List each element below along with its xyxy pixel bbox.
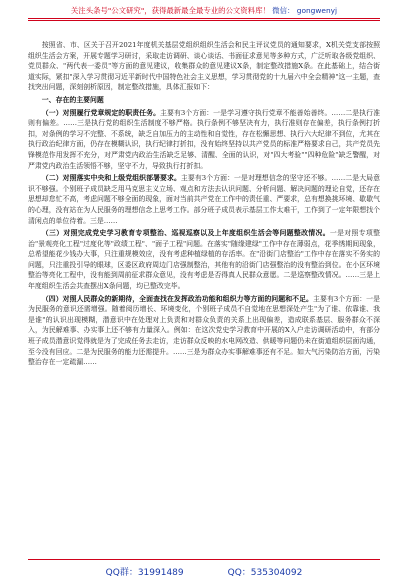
paragraph-3 (28, 228, 380, 292)
banner-wechat-id: gongwenyj (296, 6, 338, 15)
paragraph-1 (28, 108, 380, 172)
banner-slogan: 关注头条号"公文研究"，获得最新最全最专业的公文资料库！ (70, 6, 270, 15)
paragraph-3-heading: （三）对照完成党史学习教育专项整治、巡视巡察以及上年度组织生活会等问题整改情况。 (41, 229, 330, 238)
section-heading: 一、存在的主要问题 (41, 95, 104, 104)
footer-contacts (0, 565, 408, 578)
header-rule-thin (28, 20, 380, 21)
paragraph-2-heading: （二）对照落实中央和上级党组织部署要求。 (41, 174, 181, 183)
paragraph-1-text: 主要有3个方面：一是学习遵守执行党章不能善始善终。……二是执行准则有偏差。……三是执行党的组织生活制度不够严格。执行条例不够坚决有力，执行准则存在偏差，执行条例打折扣，对条例的学习不完整、不系统，缺乏自加压力的主动性和自觉性，存在松懈思想、执行六大纪律不到位，尤其在执行政治纪律方面，仍存在模糊认识，执行纪律打折扣，没有始终坚持以共产党员的标准严格要求自己，共产党员先锋模范作用发挥不充分，对严肃党内政治生活缺乏足够、清醒、全面的认识，对"四大考验""四种危险"缺乏警醒，对严肃党内政治生活领悟不够，坚守不力，导致执行打折扣。 (28, 108, 380, 170)
paragraph-2 (28, 173, 380, 226)
footer-qq-group: QQ群：31991489 (105, 568, 184, 578)
paragraph-3-text: 一是对照专项整治"景观亮化工程"过度化等"政绩工程"、"面子工程"问题。在落实"随缘建绿"工作中存在薄弱点，花季绣期间现象，总希望能花少钱办大事，只注重规模效应，没有考虑种植绿植的存活率。在"沿街门店整治"工作中存在落实不务实的问题，只注重投引导的眼球，区委区政府周边门店强制整治，其他有的沿街门店强整治的没有整治到位。在小区环境整治等亮化工程中，没有能到周前征求群众意见，没有考虑是否得真人民群众意愿。二是巡察整改情况。……三是上年度组织生活会共查摆出X条问题，均已整改完毕。 (28, 229, 381, 291)
paragraph-4-text: 主要有3个方面：一是为民服务的意识还需增强。随着阅历增长、环境变化，个别班子成员不自觉地在思想深处产生"为了谁、依靠谁、我是谁"的认识出现模糊，潜意识中在处理对上负责和对群众负责的关系上出现偏差，造成联系基层、服务群众不深入，为民解难事、办实事上还不够有力量深入。例如：在这次党史学习教育中开展的X入户走访调研活动中，有部分班子成员潜意识觉得就是为了完成任务去走访，走访群众反映的水电网改造、供暖等问题仍未在街道组织层面沟通，至今没有回应。二是为民服务的能力还需提升。……三是为群众办实事解难事还有不足。如大气污染防治方面，污染整治存在一定疏漏…… (28, 294, 381, 367)
header-rule (28, 18, 380, 19)
paragraph-1-heading: （一）对照履行党章规定的职责任务。 (41, 108, 161, 117)
banner-wechat-label: 微信： (272, 6, 295, 15)
paragraph-2-text: 主要有3个方面：一是对理想信念的坚守还不够。……二是大局意识不够强。个别班子成员缺乏用马克思主义立场、观点和方法去认识问题、分析问题、解决问题的理论自觉，还存在思想却怠忙不高，考虑问题不够全面的现象，面对当前共产党在工作中的责任重、严要求，总有想换挑环境、歇歇气的心理，没有站在为人民服务的理想信念上思考工作。部分班子成员表示基层工作太难干，工作到了一定年限想找个清闲点的单位待着。三是…… (28, 174, 381, 225)
footer-qq: QQ：535304092 (227, 568, 303, 578)
paragraph-4 (28, 294, 380, 368)
intro-paragraph: 按照省、市、区关于召开2021年度机关基层党组织组织生活会和民主评议党员的通知要求，X机关党支部按照组织生活会方案，开展专题学习研讨，采取走访调研、谈心谈话、书面征求意见等多种方式，广泛听取各级党组织、党员群众、"两代表一委员"等方面的意见建议，收集群众的意见建议X条，制定整改措施X条。在此基础上，结合街道实际，紧扣"深入学习贯彻习近平新时代中国特色社会主义思想，学习贯彻党的十九届六中全会精神"这一主题，查找突出问题，深刻剖析原因，制定整改措施，具体汇报如下： (28, 41, 380, 92)
document-body (28, 40, 380, 368)
document-page (0, 6, 408, 586)
paragraph-4-heading: （四）对照人民群众的新期待，全面查找在发挥政治功能和组织力等方面的问题和不足。 (41, 294, 314, 303)
header-banner (28, 6, 380, 16)
footer-rule (28, 559, 380, 560)
